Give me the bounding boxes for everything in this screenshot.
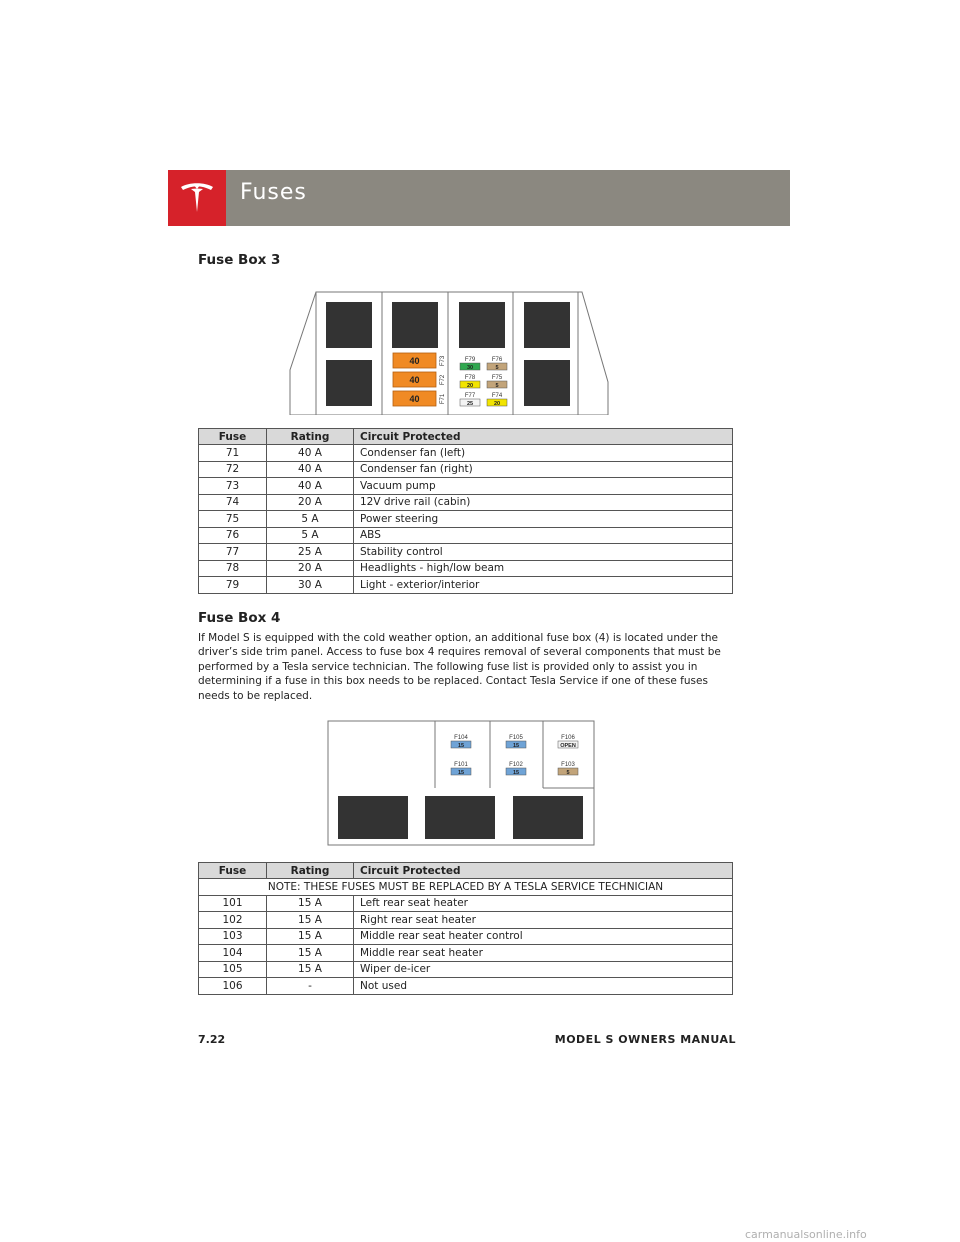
column-header: Fuse (199, 429, 267, 445)
relay-block (338, 796, 408, 839)
fuse-id-label: F105 (509, 735, 523, 741)
relay-block (459, 302, 505, 348)
fuse-number: 72 (199, 461, 267, 478)
circuit-protected: 12V drive rail (cabin) (354, 494, 733, 511)
fuse-id-label: F71 (440, 393, 446, 405)
fuse-rating: 20 A (267, 560, 354, 577)
circuit-protected: Condenser fan (left) (354, 445, 733, 462)
fuse-number: 76 (199, 527, 267, 544)
fuse-box-3-title: Fuse Box 3 (198, 252, 281, 268)
fuse-rating-label: 15 (512, 770, 520, 776)
relay-block (392, 302, 438, 348)
relay-block (425, 796, 495, 839)
table-row (199, 978, 733, 995)
fuse-rating-label: OPEN (560, 743, 576, 749)
fuse-rating: 15 A (267, 912, 354, 929)
circuit-protected: Stability control (354, 544, 733, 561)
table-row (199, 544, 733, 561)
fuse-rating: 5 A (267, 511, 354, 528)
circuit-protected: Left rear seat heater (354, 895, 733, 912)
column-header: Circuit Protected (354, 429, 733, 445)
table-row (199, 928, 733, 945)
fuse-id-label: F78 (464, 375, 476, 381)
tesla-logo (168, 170, 226, 226)
fuse-rating-label: 15 (457, 743, 465, 749)
fuse-id-label: F106 (561, 735, 575, 741)
fuse-rating: 40 A (267, 478, 354, 495)
table-row (199, 961, 733, 978)
fuse-rating-label: 20 (466, 383, 474, 389)
manual-name: MODEL S OWNERS MANUAL (554, 1033, 736, 1046)
fuse-id-label: F72 (440, 374, 446, 386)
fuse-rating: 30 A (267, 577, 354, 594)
fuse-rating: 15 A (267, 928, 354, 945)
fuse-number: 71 (199, 445, 267, 462)
fuse-number: 101 (199, 895, 267, 912)
fuse-id-label: F103 (561, 762, 575, 768)
fuse-number: 104 (199, 945, 267, 962)
fuse-rating: 15 A (267, 961, 354, 978)
table-row (199, 461, 733, 478)
fuse-number: 106 (199, 978, 267, 995)
column-header: Rating (267, 863, 354, 879)
relay-block (513, 796, 583, 839)
fuse-id-label: F102 (509, 762, 523, 768)
fuse-box-3-table (198, 428, 733, 594)
fuse-id-label: F73 (440, 355, 446, 367)
fuse-box-4-table (198, 862, 733, 995)
fuse-rating-label: 25 (466, 401, 474, 407)
circuit-protected: Wiper de-icer (354, 961, 733, 978)
table-row (199, 494, 733, 511)
fuse-id-label: F74 (491, 393, 503, 399)
fuse-rating: 25 A (267, 544, 354, 561)
tesla-logo-icon (177, 178, 217, 218)
fuse-number: 105 (199, 961, 267, 978)
fuse-id-label: F104 (454, 735, 468, 741)
fuse-id-label: F79 (464, 357, 476, 363)
fuse-id-label: F76 (491, 357, 503, 363)
fuse-number: 79 (199, 577, 267, 594)
fuse-rating-label: 15 (512, 743, 520, 749)
fuse-box-4-diagram (327, 720, 595, 846)
fuse-rating-label: 40 (409, 375, 420, 385)
technician-note: NOTE: THESE FUSES MUST BE REPLACED BY A TESLA SERVICE TECHNICIAN (199, 879, 733, 896)
circuit-protected: Not used (354, 978, 733, 995)
fuse-rating-label: 15 (457, 770, 465, 776)
circuit-protected: Right rear seat heater (354, 912, 733, 929)
fuse-rating-label: 20 (493, 401, 501, 407)
fuse-rating: 40 A (267, 445, 354, 462)
circuit-protected: Power steering (354, 511, 733, 528)
watermark: carmanualsonline.info (745, 1228, 867, 1241)
column-header: Rating (267, 429, 354, 445)
table-row (199, 577, 733, 594)
fuse-rating: 5 A (267, 527, 354, 544)
fuse-box-3-diagram (288, 290, 610, 415)
table-row (199, 478, 733, 495)
circuit-protected: Middle rear seat heater control (354, 928, 733, 945)
fuse-rating-label: 5 (566, 770, 570, 776)
fuse-rating: 40 A (267, 461, 354, 478)
page-number: 7.22 (198, 1033, 226, 1046)
table-row (199, 945, 733, 962)
relay-block (326, 360, 372, 406)
table-row (199, 445, 733, 462)
fuse-number: 75 (199, 511, 267, 528)
relay-block (524, 302, 570, 348)
table-row (199, 895, 733, 912)
table-row (199, 527, 733, 544)
relay-block (524, 360, 570, 406)
circuit-protected: ABS (354, 527, 733, 544)
fuse-number: 77 (199, 544, 267, 561)
circuit-protected: Headlights - high/low beam (354, 560, 733, 577)
fuse-id-label: F101 (454, 762, 468, 768)
fuse-rating: - (267, 978, 354, 995)
fuse-box-4-description (198, 631, 738, 703)
circuit-protected: Vacuum pump (354, 478, 733, 495)
column-header: Fuse (199, 863, 267, 879)
circuit-protected: Middle rear seat heater (354, 945, 733, 962)
fuse-box-4-title: Fuse Box 4 (198, 610, 281, 626)
description-text: If Model S is equipped with the cold weather option, an additional fuse box (4) is located under the driver’s side trim panel. Access to fuse box 4 requires removal of several components that must be performed by a Tesla service technician. The following fuse list is provided only to assist you in determining if a fuse in this box needs to be replaced. Contact Tesla Service if one of these fuses needs to be replaced. (198, 632, 721, 702)
fuse-rating-label: 5 (495, 365, 499, 371)
fuse-number: 78 (199, 560, 267, 577)
fuse-rating-label: 40 (409, 394, 420, 404)
fuse-rating-label: 30 (466, 365, 474, 371)
fuse-rating-label: 40 (409, 356, 420, 366)
fuse-rating: 15 A (267, 895, 354, 912)
fuse-number: 102 (199, 912, 267, 929)
table-row (199, 912, 733, 929)
table-row (199, 560, 733, 577)
fuse-number: 103 (199, 928, 267, 945)
table-row (199, 511, 733, 528)
circuit-protected: Condenser fan (right) (354, 461, 733, 478)
relay-block (326, 302, 372, 348)
column-header: Circuit Protected (354, 863, 733, 879)
fuse-id-label: F77 (464, 393, 476, 399)
fuse-rating: 15 A (267, 945, 354, 962)
fuse-rating-label: 5 (495, 383, 499, 389)
fuse-number: 73 (199, 478, 267, 495)
fuse-rating: 20 A (267, 494, 354, 511)
fuse-number: 74 (199, 494, 267, 511)
note-row (199, 879, 733, 896)
page-title: Fuses (240, 180, 307, 205)
fuse-id-label: F75 (491, 375, 503, 381)
circuit-protected: Light - exterior/interior (354, 577, 733, 594)
